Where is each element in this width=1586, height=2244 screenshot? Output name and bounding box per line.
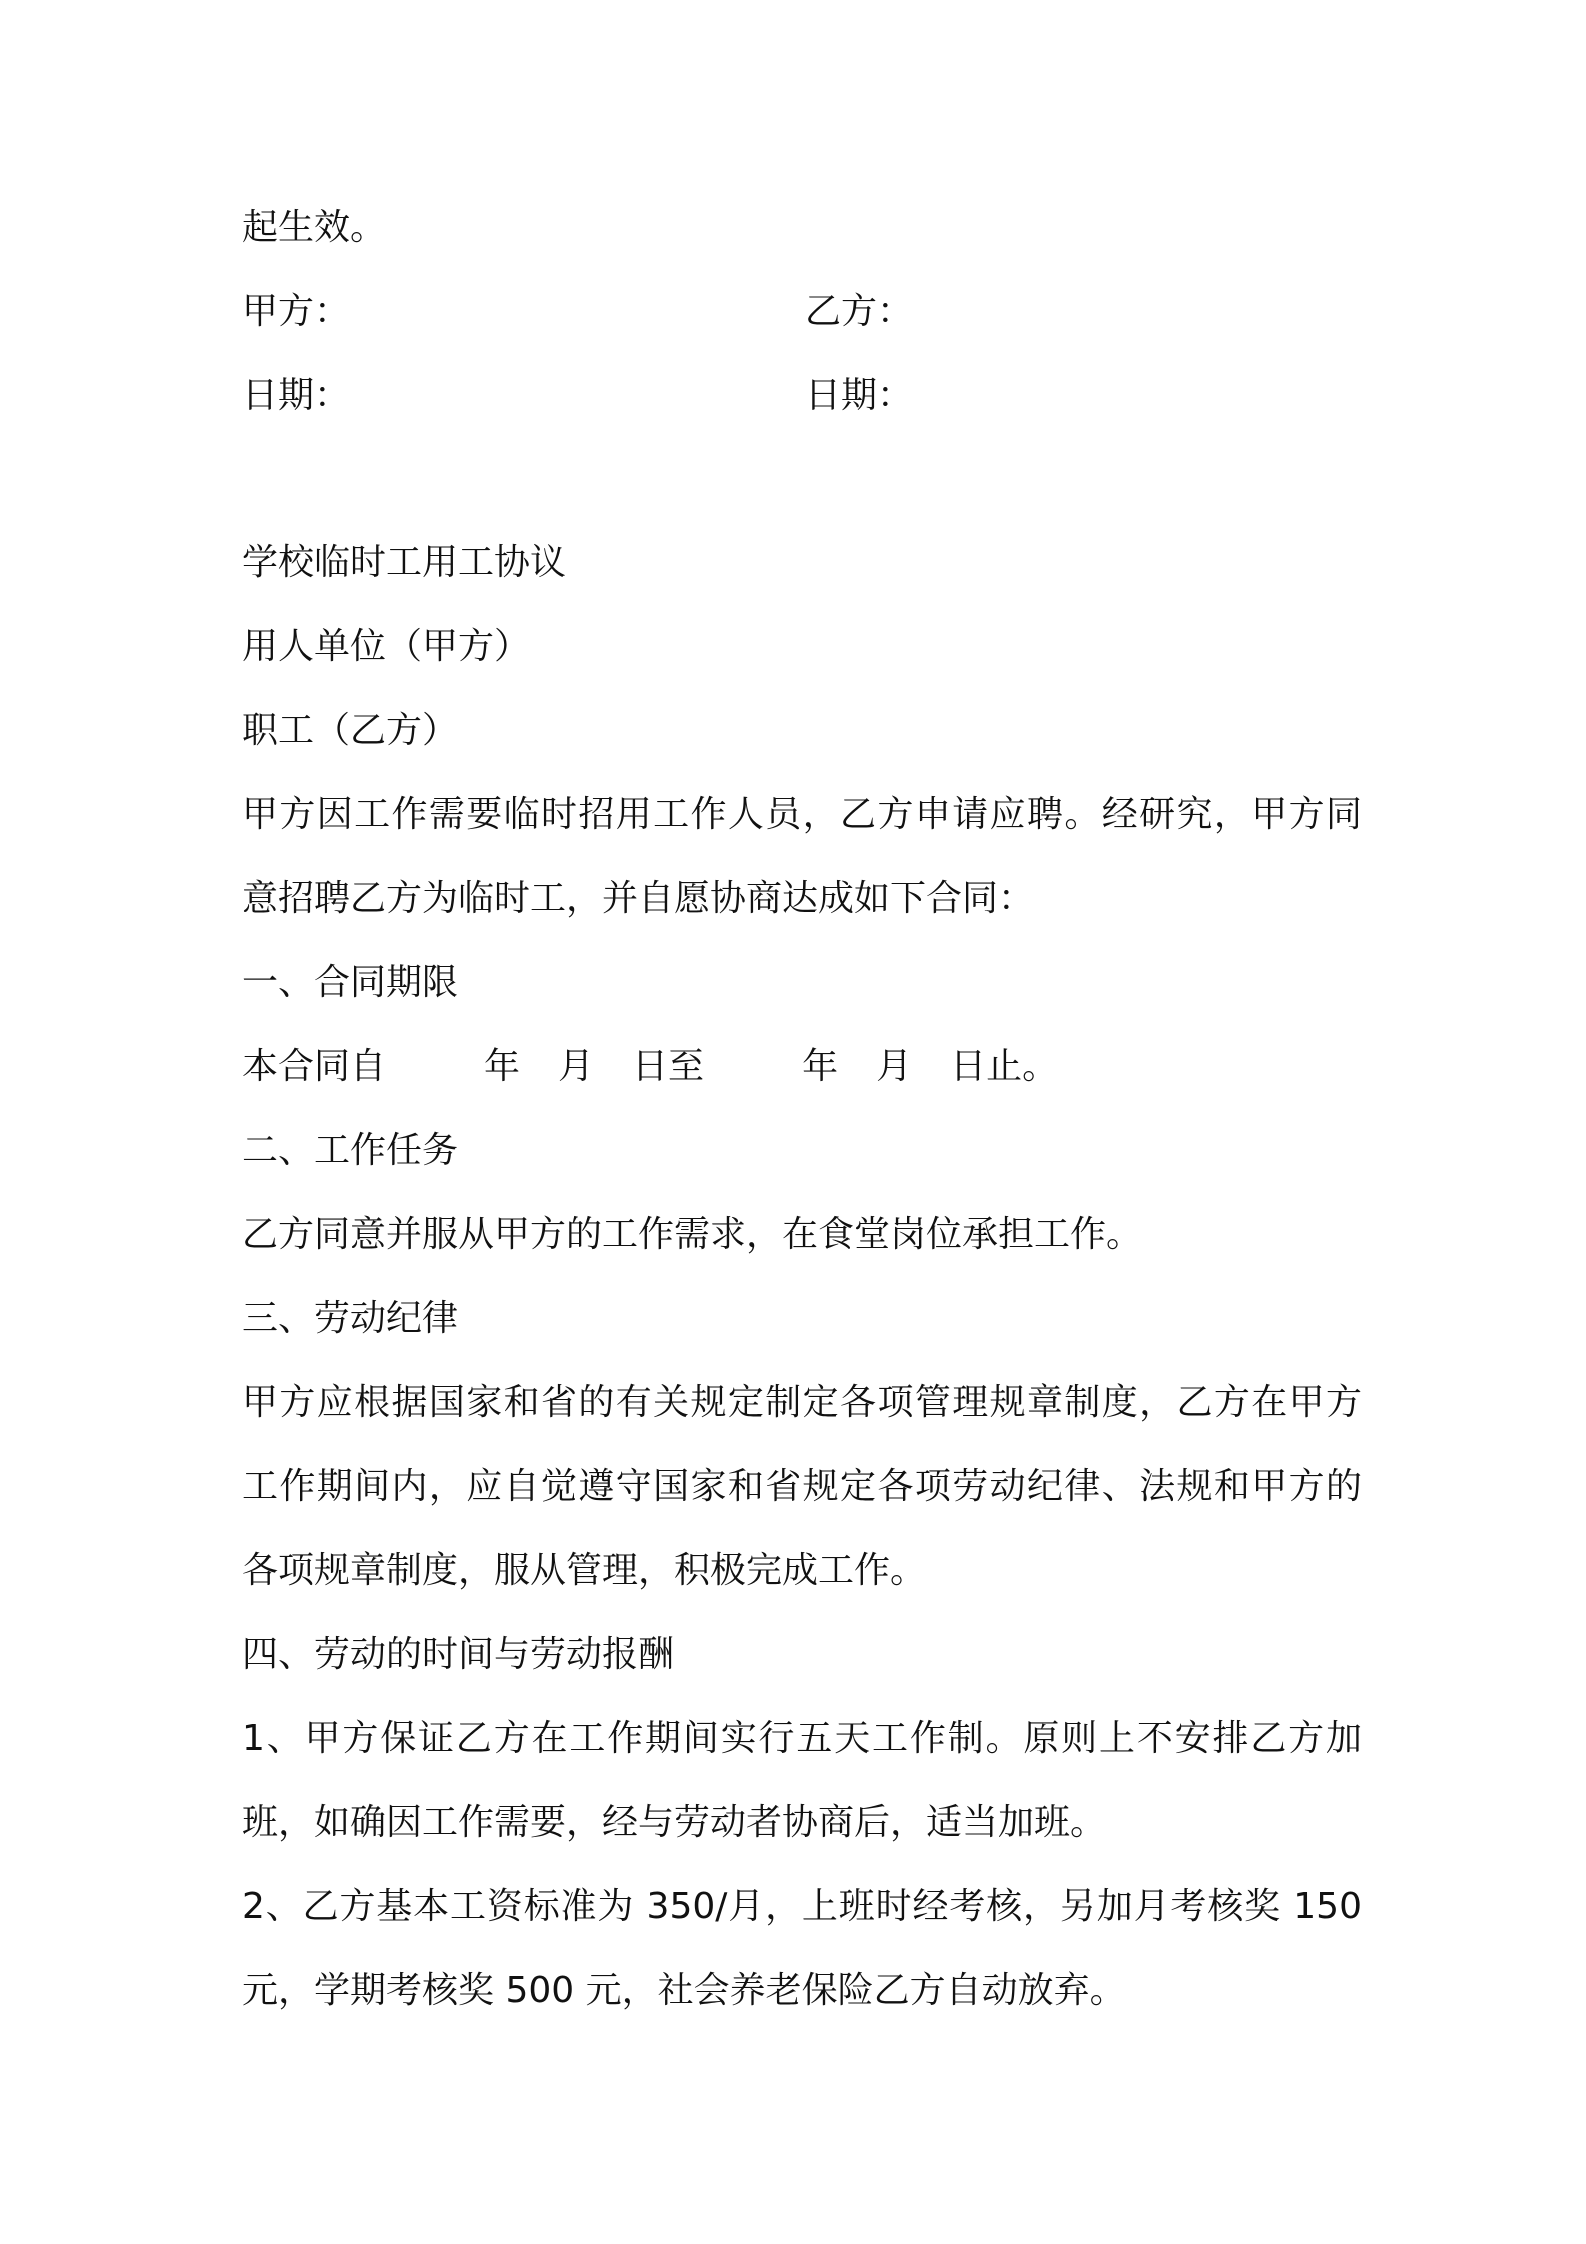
term-month-2: 月 xyxy=(876,1046,913,1087)
section-4-item-2-line-1: 2、乙方基本工资标准为 350/月，上班时经考核，另加月考核奖 150 xyxy=(242,1886,1362,1927)
intro-line-2: 意招聘乙方为临时工，并自愿协商达成如下合同： xyxy=(242,878,1035,919)
contract-title: 学校临时工用工协议 xyxy=(242,542,567,583)
intro-line-1: 甲方因工作需要临时招用工作人员，乙方申请应聘。经研究，甲方同 xyxy=(242,794,1362,835)
term-year-1: 年 xyxy=(484,1046,521,1087)
section-3-heading: 三、劳动纪律 xyxy=(242,1298,459,1339)
employee-line: 职工（乙方） xyxy=(242,710,459,751)
term-day-to: 日至 xyxy=(632,1046,705,1087)
section-4-heading: 四、劳动的时间与劳动报酬 xyxy=(242,1634,675,1675)
section-3-line-2: 工作期间内，应自觉遵守国家和省规定各项劳动纪律、法规和甲方的 xyxy=(242,1466,1362,1507)
section-1-heading: 一、合同期限 xyxy=(242,962,459,1003)
party-a-date-label: 日期： xyxy=(242,375,351,416)
term-day-end: 日止。 xyxy=(950,1046,1059,1087)
section-4-item-2-line-2: 元，学期考核奖 500 元，社会养老保险乙方自动放弃。 xyxy=(242,1970,1126,2011)
term-year-2: 年 xyxy=(802,1046,839,1087)
term-month-1: 月 xyxy=(558,1046,595,1087)
term-from-label: 本合同自 xyxy=(242,1046,387,1087)
employer-line: 用人单位（甲方） xyxy=(242,626,531,667)
section-4-item-1-line-1: 1、甲方保证乙方在工作期间实行五天工作制。原则上不安排乙方加 xyxy=(242,1718,1362,1759)
section-4-item-1-line-2: 班，如确因工作需要，经与劳动者协商后，适当加班。 xyxy=(242,1802,1107,1843)
section-2-text: 乙方同意并服从甲方的工作需求，在食堂岗位承担工作。 xyxy=(242,1214,1143,1255)
party-b-signature-label: 乙方： xyxy=(805,291,914,332)
section-3-line-3: 各项规章制度，服从管理，积极完成工作。 xyxy=(242,1550,927,1591)
previous-section-tail: 起生效。 xyxy=(242,207,387,248)
section-3-line-1: 甲方应根据国家和省的有关规定制定各项管理规章制度，乙方在甲方 xyxy=(242,1382,1362,1423)
section-2-heading: 二、工作任务 xyxy=(242,1130,459,1171)
party-b-date-label: 日期： xyxy=(805,375,914,416)
party-a-signature-label: 甲方： xyxy=(242,291,351,332)
contract-term-line xyxy=(242,1045,1362,1089)
